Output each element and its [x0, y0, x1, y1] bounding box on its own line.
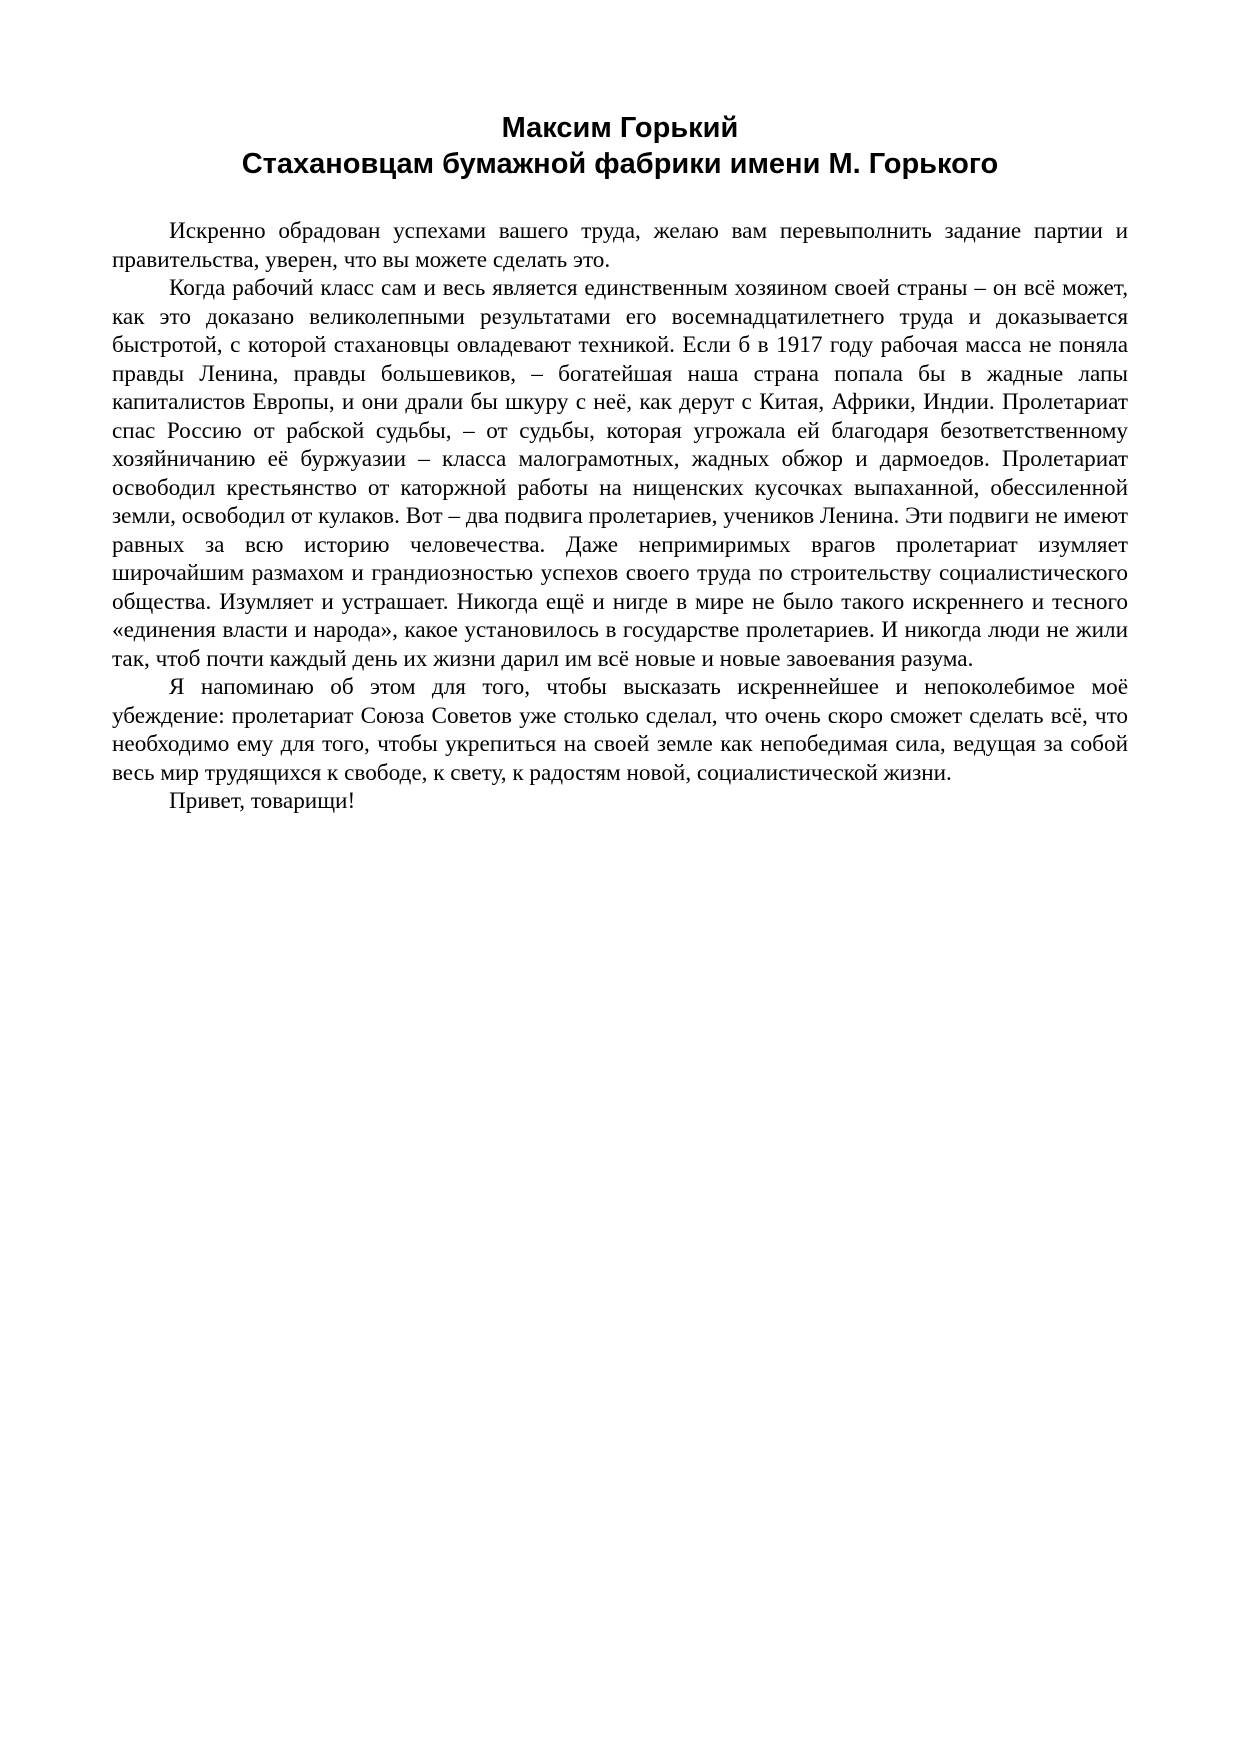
paragraph-2: Когда рабочий класс сам и весь является единственным хозяином своей страны – он всё может, как это доказано великолепными результатами его восемнадцатилетнего труда и доказывается быстротой, с которой стахановцы овладевают техникой. Если б в 1917 году рабочая масса не поняла правды Ленина, правды большевиков, – богатейшая наша страна попала бы в жадные лапы капиталистов Европы, и они драли бы шкуру с неё, как дерут с Китая, Африки, Индии. Пролетариат спас Россию от рабской судьбы, – от судьбы, которая угрожала ей благодаря безответственному хозяйничанию её буржуазии – класса малограмотных, жадных обжор и дармоедов. Пролетариат освободил крестьянство от каторжной работы на нищенских кусочках выпаханной, обессиленной земли, освободил от кулаков. Вот – два подвига пролетариев, учеников Ленина. Эти подвиги не имеют равных за всю историю человечества. Даже непримиримых врагов пролетариат изумляет широчайшим размахом и грандиозностью успехов своего труда по строительству социалистического общества. Изумляет и устрашает. Никогда ещё и нигде в мире не было такого искреннего и тесного «единения власти и народа», какое установилось в государстве пролетариев. И никогда люди не жили так, чтоб почти каждый день их жизни дарил им всё новые и новые завоевания разума.	[112, 275, 1128, 672]
document-title: Стахановцам бумажной фабрики имени М. Горького	[241, 148, 999, 180]
paragraph-1: Искренно обрадован успехами вашего труда, желаю вам перевыполнить задание партии и правительства, уверен, что вы можете сделать это.	[112, 218, 1128, 273]
paragraph-4-greeting: Привет, товарищи!	[169, 788, 356, 814]
title-block	[112, 110, 1128, 182]
document-body	[112, 217, 1128, 816]
author-name: Максим Горький	[501, 112, 739, 144]
paragraph-3: Я напоминаю об этом для того, чтобы высказать искреннейшее и непоколебимое моё убеждение: пролетариат Союза Советов уже столько сделал, что очень скоро сможет сделать всё, что необходимо ему для того, чтобы укрепиться на своей земле как непобедимая сила, ведущая за собой весь мир трудящихся к свободе, к свету, к радостям новой, социалистической жизни.	[112, 674, 1128, 786]
